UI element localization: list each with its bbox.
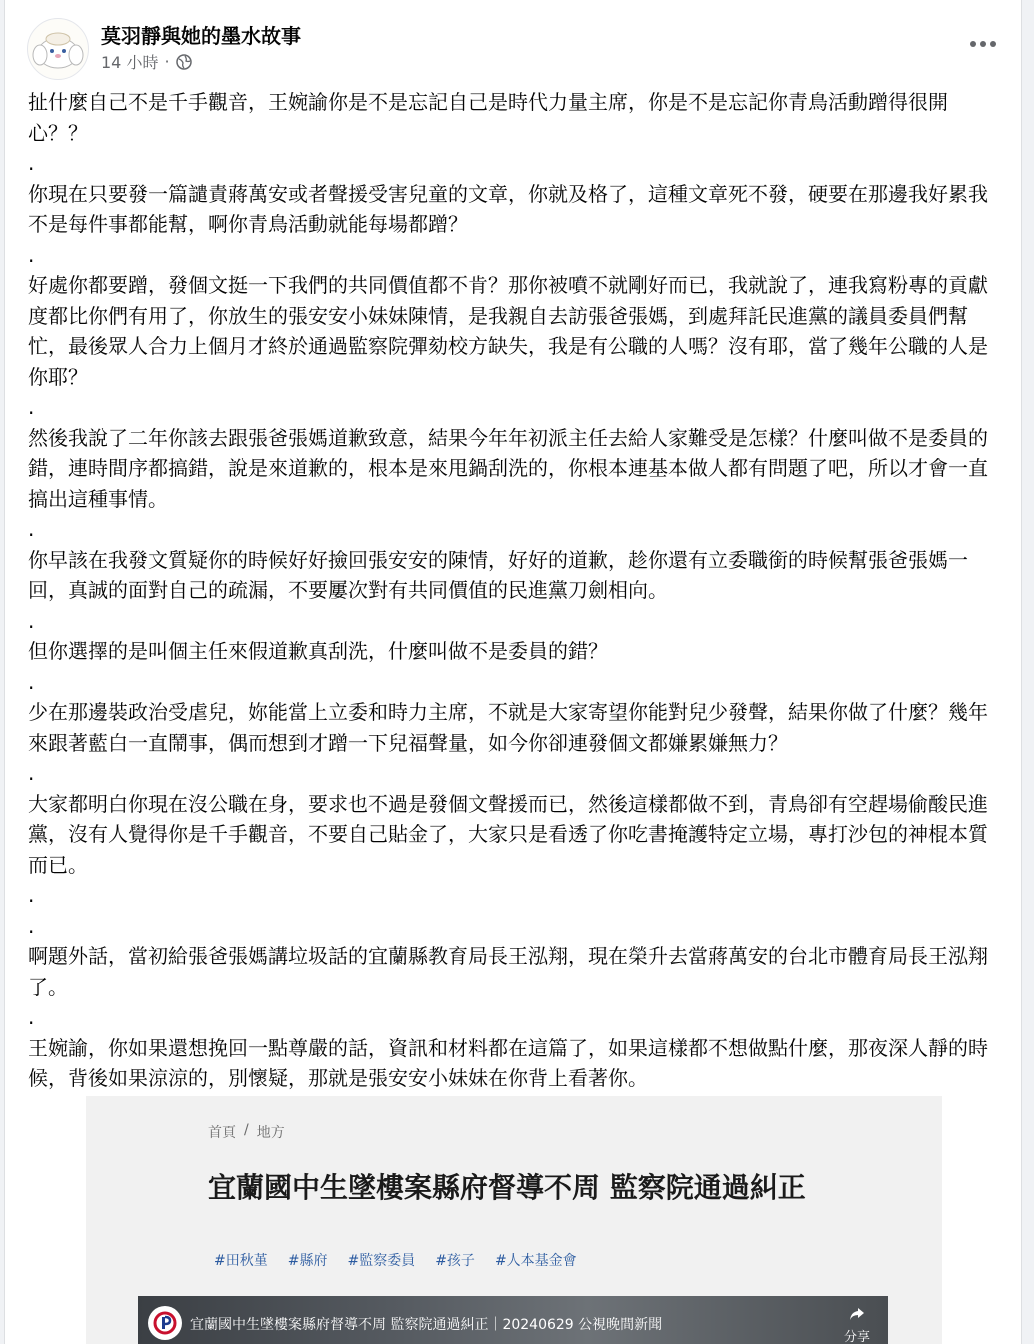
post-paragraph: . [28, 669, 35, 694]
video-title[interactable]: 宜蘭國中生墜樓案縣府督導不周 監察院通過糾正｜20240629 公視晚間新聞 [190, 1317, 663, 1333]
video-share-button[interactable] [844, 1306, 870, 1344]
share-icon [848, 1306, 866, 1322]
post-paragraph: 但你選擇的是叫個主任來假道歉真刮洗，什麼叫做不是委員的錯？ [28, 639, 608, 663]
post-paragraph: 大家都明白你現在沒公職在身，要求也不過是發個文聲援而已，然後這樣都做不到，青鳥卻有空趕場偷酸民進黨，沒有人覺得你是千手觀音，不要自己貼金了，大家只是看透了你吃書掩護特定立場，專打沙包的神棍本質而已。 [28, 791, 988, 877]
post-time[interactable]: 14 小時 [101, 53, 159, 72]
tag-link[interactable]: #人本基金會 [494, 1253, 577, 1269]
post-paragraph: 扯什麼自己不是千手觀音，王婉諭你是不是忘記自己是時代力量主席，你是不是忘記你青鳥活動蹭得很開心？？ [28, 90, 948, 145]
channel-logo [148, 1306, 182, 1340]
post-paragraph: 啊題外話，當初給張爸張媽講垃圾話的宜蘭縣教育局長王泓翔，現在榮升去當蔣萬安的台北市體育局長王泓翔了。 [28, 944, 988, 999]
post-paragraph: . [28, 151, 35, 175]
post-paragraph: . [28, 608, 35, 633]
post-paragraph: . [28, 395, 35, 419]
tag-link[interactable]: #監察委員 [347, 1253, 416, 1269]
share-label: 分享 [843, 1330, 870, 1344]
article-title[interactable]: 宜蘭國中生墜樓案縣府督導不周 監察院通過糾正 [208, 1171, 806, 1204]
post-paragraph: . [28, 1005, 35, 1029]
post-card [4, 0, 1022, 1344]
video-thumbnail[interactable] [138, 1296, 888, 1344]
post-meta [101, 50, 192, 73]
tag-link[interactable]: #田秋堇 [214, 1253, 268, 1269]
post-paragraph: 少在那邊裝政治受虐兒，妳能當上立委和時力主席，不就是大家寄望你能對兒少發聲，結果你做了什麼？幾年來跟著藍白一直鬧事，偶而想到才蹭一下兒福聲量，如今你卻連發個文都嫌累嫌無力？ [28, 700, 988, 755]
breadcrumb [208, 1122, 285, 1142]
avatar-image [28, 19, 88, 79]
pts-logo-icon [153, 1311, 177, 1335]
meta-separator: · [164, 52, 170, 71]
globe-icon[interactable] [176, 54, 192, 70]
breadcrumb-section[interactable]: 地方 [256, 1125, 285, 1141]
post-paragraph: . [28, 517, 35, 541]
breadcrumb-separator: / [244, 1122, 249, 1138]
tag-link[interactable]: #縣府 [287, 1253, 328, 1269]
avatar[interactable] [27, 18, 89, 80]
post-paragraph: . [28, 913, 35, 938]
post-paragraph: 然後我說了二年你該去跟張爸張媽道歉致意，結果今年年初派主任去給人家難受是怎樣？什麼叫做不是委員的錯，連時間序都搞錯，說是來道歉的，根本是來甩鍋刮洗的，你根本連基本做人都有問題了吧，所以才會一直搞出這種事情。 [28, 425, 988, 511]
post-header [27, 14, 1007, 78]
post-paragraph: . [28, 242, 35, 267]
post-paragraph: 你早該在我發文質疑你的時候好好撿回張安安的陳情，好好的道歉，趁你還有立委職銜的時候幫張爸張媽一回，真誠的面對自己的疏漏，不要屢次對有共同價值的民進黨刀劍相向。 [28, 547, 968, 602]
article-tags [214, 1250, 577, 1270]
post-paragraph: 好處你都要蹭，發個文挺一下我們的共同價值都不肯？那你被噴不就剛好而已，我就說了，連我寫粉專的貢獻度都比你們有用了，你放生的張安安小妹妹陳情，是我親自去訪張爸張媽，到處拜託民進黨的議員委員們幫忙，最後眾人合力上個月才終於通過監察院彈劾校方缺失，我是有公職的人嗎？沒有耶，當了幾年公職的人是你耶？ [28, 273, 988, 389]
post-paragraph: 王婉諭，你如果還想挽回一點尊嚴的話，資訊和材料都在這篇了，如果這樣都不想做點什麼，那夜深人靜的時候，背後如果涼涼的，別懷疑，那就是張安安小妹妹在你背上看著你。 [28, 1035, 988, 1090]
post-paragraph: . [28, 883, 35, 907]
breadcrumb-home[interactable]: 首頁 [208, 1125, 236, 1141]
post-body [28, 87, 1003, 1094]
more-options-button[interactable] [963, 30, 1003, 58]
post-paragraph: 你現在只要發一篇譴責蔣萬安或者聲援受害兒童的文章，你就及格了，這種文章死不發，硬要在那邊我好累我不是每件事都能幫，啊你青鳥活動就能每場都蹭？ [28, 181, 988, 236]
tag-link[interactable]: #孩子 [435, 1253, 475, 1269]
more-horizontal-icon [969, 40, 997, 48]
link-preview[interactable] [86, 1096, 942, 1344]
post-paragraph: . [28, 761, 35, 785]
author-name[interactable]: 莫羽靜與她的墨水故事 [101, 24, 301, 48]
